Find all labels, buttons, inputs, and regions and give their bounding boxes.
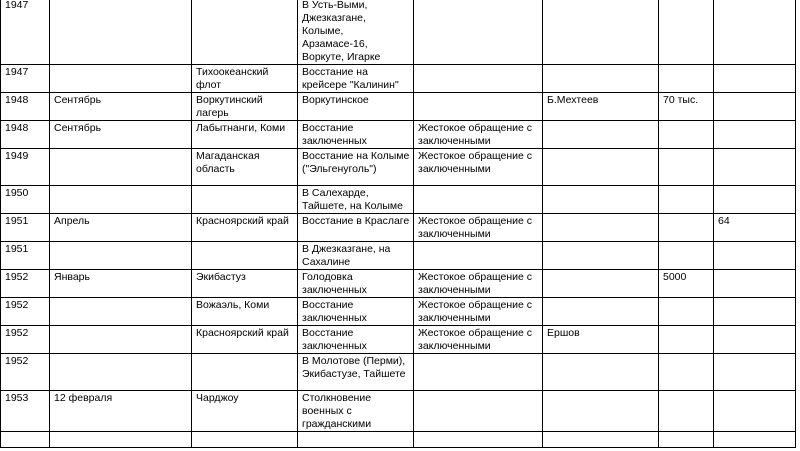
- cell-place: [192, 354, 298, 391]
- cell-extra: [714, 391, 796, 432]
- cell-cause: [414, 0, 543, 65]
- cell-extra: [714, 93, 796, 121]
- cell-participants: [659, 186, 714, 214]
- cell-participants: [659, 65, 714, 93]
- table-row: [1, 214, 796, 242]
- cell-extra: [714, 0, 796, 65]
- cell-cause: [414, 242, 543, 270]
- cell-empty: [414, 432, 543, 448]
- cell-date: [50, 65, 192, 93]
- cell-leader: [543, 149, 659, 186]
- cell-empty: [50, 432, 192, 448]
- cell-year: 1951: [1, 214, 50, 242]
- cell-leader: [543, 391, 659, 432]
- cell-place: Лабытнанги, Коми: [192, 121, 298, 149]
- cell-extra: [714, 270, 796, 298]
- cell-event: Восстание на Колыме ("Эльгенуголь"): [298, 149, 414, 186]
- cell-place: [192, 242, 298, 270]
- cell-empty: [659, 432, 714, 448]
- cell-participants: 5000: [659, 270, 714, 298]
- table-row: [1, 354, 796, 391]
- cell-cause: Жестокое обращение с заключенными: [414, 298, 543, 326]
- cell-event: В Молотове (Перми), Экибастузе, Тайшете: [298, 354, 414, 391]
- cell-place: Красноярский край: [192, 326, 298, 354]
- table-row: [1, 93, 796, 121]
- cell-date: Сентябрь: [50, 121, 192, 149]
- cell-leader: [543, 270, 659, 298]
- cell-cause: [414, 391, 543, 432]
- cell-participants: [659, 391, 714, 432]
- cell-extra: [714, 186, 796, 214]
- cell-event: Восстание заключенных: [298, 326, 414, 354]
- cell-year: 1949: [1, 149, 50, 186]
- cell-extra: [714, 149, 796, 186]
- cell-cause: Жестокое обращение с заключенными: [414, 270, 543, 298]
- cell-event: Столкновение военных с гражданскими: [298, 391, 414, 432]
- cell-event: В Салехарде, Тайшете, на Колыме: [298, 186, 414, 214]
- cell-date: Январь: [50, 270, 192, 298]
- cell-extra: [714, 354, 796, 391]
- cell-leader: [543, 0, 659, 65]
- cell-leader: Б.Мехтеев: [543, 93, 659, 121]
- cell-year: 1952: [1, 270, 50, 298]
- cell-year: 1948: [1, 121, 50, 149]
- cell-event: Воркутинское: [298, 93, 414, 121]
- cell-place: Воркутинский лагерь: [192, 93, 298, 121]
- cell-leader: [543, 65, 659, 93]
- cell-year: 1948: [1, 93, 50, 121]
- cell-date: 12 февраля: [50, 391, 192, 432]
- cell-year: 1953: [1, 391, 50, 432]
- cell-date: [50, 0, 192, 65]
- cell-extra: [714, 242, 796, 270]
- cell-leader: [543, 242, 659, 270]
- cell-extra: [714, 65, 796, 93]
- cell-empty: [298, 432, 414, 448]
- cell-cause: [414, 354, 543, 391]
- cell-cause: Жестокое обращение с заключенными: [414, 214, 543, 242]
- cell-extra: 64: [714, 214, 796, 242]
- cell-place: [192, 0, 298, 65]
- table-row: [1, 186, 796, 214]
- cell-year: 1952: [1, 326, 50, 354]
- cell-participants: [659, 0, 714, 65]
- cell-participants: [659, 326, 714, 354]
- cell-year: 1951: [1, 242, 50, 270]
- cell-leader: [543, 121, 659, 149]
- cell-participants: [659, 354, 714, 391]
- cell-place: Экибастуз: [192, 270, 298, 298]
- table-row: [1, 270, 796, 298]
- cell-extra: [714, 298, 796, 326]
- table-row: [1, 65, 796, 93]
- cell-date: [50, 242, 192, 270]
- cell-date: [50, 326, 192, 354]
- cell-cause: Жестокое обращение с заключенными: [414, 326, 543, 354]
- table-row: [1, 0, 796, 65]
- cell-date: [50, 149, 192, 186]
- cell-extra: [714, 121, 796, 149]
- cell-date: [50, 354, 192, 391]
- cell-leader: Ершов: [543, 326, 659, 354]
- cell-event: В Усть-Выми, Джезказгане, Колыме, Арзамасе-16, Воркуте, Игарке: [298, 0, 414, 65]
- cell-empty: [192, 432, 298, 448]
- cell-event: Голодовка заключенных: [298, 270, 414, 298]
- cell-cause: Жестокое обращение с заключенными: [414, 149, 543, 186]
- table-body: [1, 0, 796, 448]
- cell-year: 1952: [1, 298, 50, 326]
- table-row: [1, 121, 796, 149]
- cell-empty: [1, 432, 50, 448]
- table-row: [1, 391, 796, 432]
- cell-date: Апрель: [50, 214, 192, 242]
- cell-participants: [659, 149, 714, 186]
- cell-participants: [659, 242, 714, 270]
- cell-participants: [659, 298, 714, 326]
- cell-cause: [414, 93, 543, 121]
- cell-leader: [543, 354, 659, 391]
- cell-cause: [414, 186, 543, 214]
- cell-cause: Жестокое обращение с заключенными: [414, 121, 543, 149]
- cell-leader: [543, 214, 659, 242]
- cell-year: 1950: [1, 186, 50, 214]
- table-row: [1, 298, 796, 326]
- cell-participants: 70 тыс.: [659, 93, 714, 121]
- cell-date: [50, 298, 192, 326]
- cell-event: Восстание в Краслаге: [298, 214, 414, 242]
- cell-year: 1947: [1, 65, 50, 93]
- cell-cause: [414, 65, 543, 93]
- cell-event: Восстание заключенных: [298, 121, 414, 149]
- cell-leader: [543, 298, 659, 326]
- cell-event: В Джезказгане, на Сахалине: [298, 242, 414, 270]
- cell-event: Восстание заключенных: [298, 298, 414, 326]
- cell-place: Вожаэль, Коми: [192, 298, 298, 326]
- cell-empty: [714, 432, 796, 448]
- cell-empty: [543, 432, 659, 448]
- cell-place: [192, 186, 298, 214]
- cell-year: 1952: [1, 354, 50, 391]
- cell-place: Чарджоу: [192, 391, 298, 432]
- table-row-cut-off: [1, 432, 796, 448]
- cell-leader: [543, 186, 659, 214]
- cell-date: Сентябрь: [50, 93, 192, 121]
- cell-place: Магаданская область: [192, 149, 298, 186]
- cell-year: 1947: [1, 0, 50, 65]
- table-row: [1, 242, 796, 270]
- cell-date: [50, 186, 192, 214]
- cell-event: Восстание на крейсере "Калинин": [298, 65, 414, 93]
- cell-extra: [714, 326, 796, 354]
- cell-place: Тихоокеанский флот: [192, 65, 298, 93]
- table-row: [1, 149, 796, 186]
- cell-participants: [659, 121, 714, 149]
- cell-place: Красноярский край: [192, 214, 298, 242]
- table-row: [1, 326, 796, 354]
- cell-participants: [659, 214, 714, 242]
